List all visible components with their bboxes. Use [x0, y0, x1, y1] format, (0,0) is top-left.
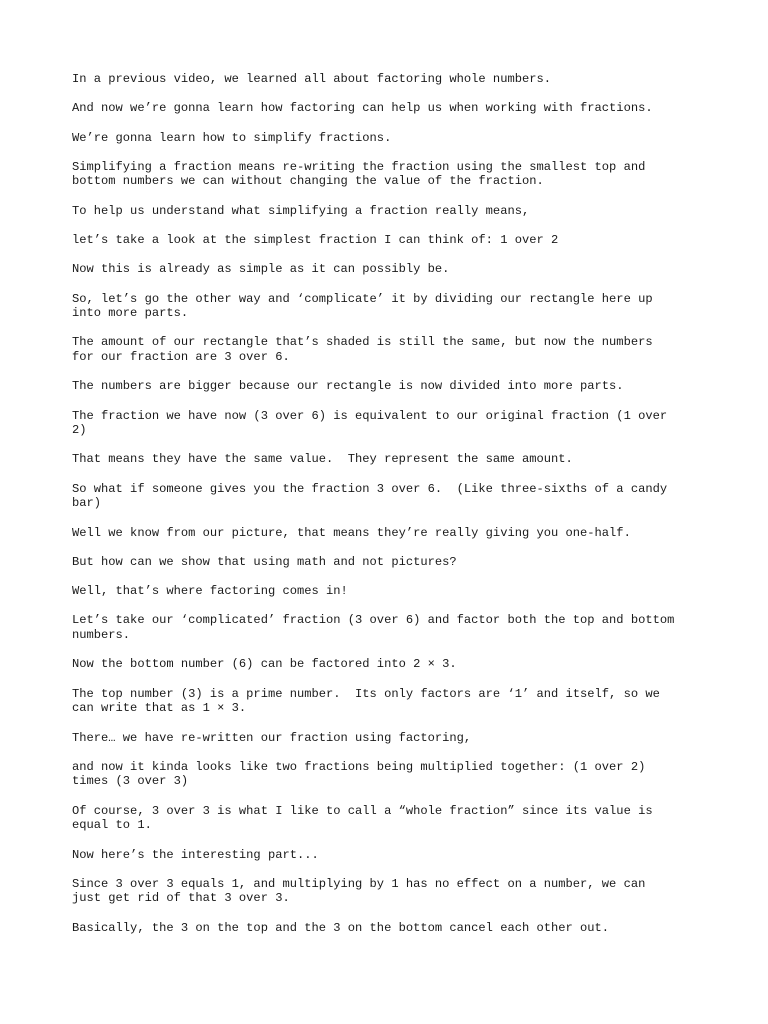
- paragraph-10: The numbers are bigger because our rectangle is now divided into more parts.: [72, 379, 624, 394]
- paragraph-11: The fraction we have now (3 over 6) is equivalent to our original fraction (1 over 2): [72, 408, 668, 438]
- paragraph-3: We’re gonna learn how to simplify fractions.: [72, 130, 392, 145]
- paragraph-15: But how can we show that using math and not pictures?: [72, 554, 457, 569]
- paragraph-1: In a previous video, we learned all about factoring whole numbers.: [72, 72, 551, 86]
- paragraph-21: and now it kinda looks like two fractions being multiplied together: (1 over 2) times (3 over 3): [72, 759, 646, 789]
- paragraph-22: Of course, 3 over 3 is what I like to call a “whole fraction” since its value is equal to 1.: [72, 803, 653, 833]
- paragraph-18: Now the bottom number (6) can be factored into 2 × 3.: [72, 657, 457, 672]
- paragraph-12: That means they have the same value. They represent the same amount.: [72, 452, 573, 467]
- paragraph-4: Simplifying a fraction means re-writing the fraction using the smallest top and bottom numbers we can without changing the value of the fraction.: [72, 159, 646, 189]
- paragraph-9: The amount of our rectangle that’s shaded is still the same, but now the numbers for our fraction are 3 over 6.: [72, 335, 653, 365]
- paragraph-24: Since 3 over 3 equals 1, and multiplying by 1 has no effect on a number, we can just get rid of that 3 over 3.: [72, 876, 646, 906]
- paragraph-14: Well we know from our picture, that means they’re really giving you one-half.: [72, 525, 631, 540]
- paragraph-13: So what if someone gives you the fraction 3 over 6. (Like three-sixths of a candy bar): [72, 481, 668, 511]
- paragraph-20: There… we have re-written our fraction using factoring,: [72, 730, 472, 745]
- paragraph-8: So, let’s go the other way and ‘complicate’ it by dividing our rectangle here up into more parts.: [72, 291, 653, 321]
- paragraph-5: To help us understand what simplifying a fraction really means,: [72, 203, 530, 218]
- paragraph-25: Basically, the 3 on the top and the 3 on the bottom cancel each other out.: [72, 920, 610, 935]
- paragraph-7: Now this is already as simple as it can possibly be.: [72, 262, 450, 277]
- paragraph-19: The top number (3) is a prime number. Its only factors are ‘1’ and itself, so we can write that as 1 × 3.: [72, 686, 660, 716]
- paragraph-2: And now we’re gonna learn how factoring can help us when working with fractions.: [72, 101, 653, 116]
- paragraph-23: Now here’s the interesting part...: [72, 847, 319, 862]
- paragraph-16: Well, that’s where factoring comes in!: [72, 584, 348, 599]
- paragraph-17: Let’s take our ‘complicated’ fraction (3 over 6) and factor both the top and bottom numbers.: [72, 613, 675, 643]
- paragraph-6: let’s take a look at the simplest fraction I can think of: 1 over 2: [72, 233, 559, 247]
- document-page: [72, 72, 712, 950]
